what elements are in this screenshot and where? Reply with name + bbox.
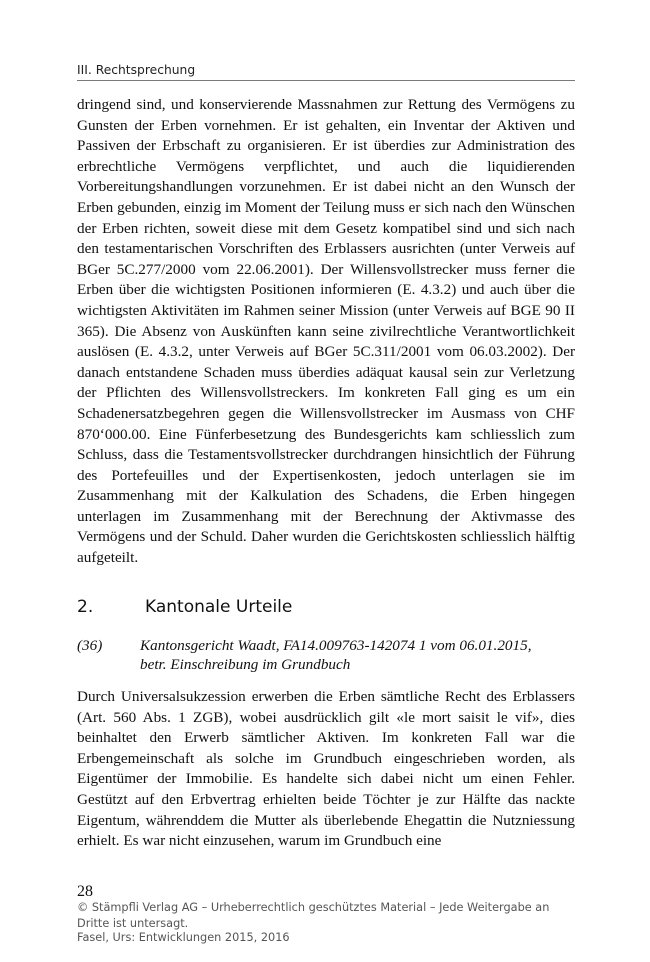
section-title: Kantonale Urteile bbox=[145, 597, 293, 617]
section-number: 2. bbox=[77, 597, 94, 617]
running-header: III. Rechtsprechung bbox=[77, 63, 575, 81]
section-heading bbox=[77, 597, 292, 617]
page-number: 28 bbox=[77, 883, 93, 900]
case-reference bbox=[77, 636, 575, 674]
copyright-notice: © Stämpfli Verlag AG – Urheberrechtlich geschütztes Material – Jede Weitergabe an Dritte ist untersagt. bbox=[77, 901, 550, 930]
body-paragraph: Durch Universalsukzession erwerben die Erben sämtliche Recht des Erblassers (Art. 560 Abs. 1 ZGB), wobei ausdrücklich gilt «le mort saisit le vif», dies beinhaltet den Erwerb sämtlicher Aktiven. Im konkreten Fall war die Erbengemeinschaft als solche im Grundbuch eingeschrieben worden, als Eigentümer der Immobilie. Es handelte sich dabei nicht um einen Fehler. Gestützt auf den Erbvertrag erhielten beide Töchter je zur Hälfte das nackte Eigentum, währenddem die Mutter als überlebende Ehegattin die Nutzniessung erhielt. Es war nicht einzusehen, warum im Grundbuch eine bbox=[77, 688, 575, 850]
body-paragraph: dringend sind, und konservierende Massnahmen zur Rettung des Vermögens zu Gunsten der Erben vornehmen. Er ist gehalten, ein Inventar der Aktiven und Passiven der Erbschaft zu organisieren. Er ist überdies zur Administration des erbrechtliche Vermögens verpflichtet, und auch die liquidierenden Vorbereitungshandlungen vorzunehmen. Er ist dabei nicht an den Wunsch der Erben gebunden, einzig im Moment der Teilung muss er sich nach den Wünschen der Erben richten, soweit diese mit dem Gesetz kompatibel sind und sich nach den testamentarischen Vorschriften des Erblassers ausrichten (unter Verweis auf BGer 5C.277/2000 vom 22.06.2001). Der Willensvollstrecker muss ferner die Erben über die wichtigsten Positionen informieren (E. 4.3.2) und auch über die wichtigsten Aktivitäten im Rahmen seiner Mission (unter Verweis auf BGE 90 II 365). Die Absenz von Auskünften kann seine zivilrechtliche Verantwortlichkeit auslösen (E. 4.3.2, unter Verweis auf BGer 5C.311/2001 vom 06.03.2002). Der danach entstandene Schaden muss überdies adäquat kausal sein zur Verletzung der Pflichten des Willensvollstreckers. Im konkreten Fall ging es um ein Schadenersatzbegehren gegen die Willensvollstrecker im Ausmass von CHF 870‘000.00. Eine Fünferbesetzung des Bundesgerichts kam schliesslich zum Schluss, dass die Testamentsvollstrecker durchdrangen hinsichtlich der Führung des Portefeuilles und der Expertisenkosten, jedoch unterlagen sie im Zusammenhang mit der Kalkulation des Schadens, die Erben hingegen unterlagen im Zusammenhang mit der Berechnung der Aktivmasse des Vermögens und der Schuld. Daher wurden die Gerichtskosten schliesslich hälftig aufgeteilt. bbox=[77, 96, 575, 567]
source-citation: Fasel, Urs: Entwicklungen 2015, 2016 bbox=[77, 931, 290, 944]
case-title-line-2: betr. Einschreibung im Grundbuch bbox=[140, 656, 351, 673]
case-number: (36) bbox=[77, 637, 103, 654]
case-title-line-1: Kantonsgericht Waadt, FA14.009763-142074 1 vom 06.01.2015, bbox=[140, 637, 532, 654]
